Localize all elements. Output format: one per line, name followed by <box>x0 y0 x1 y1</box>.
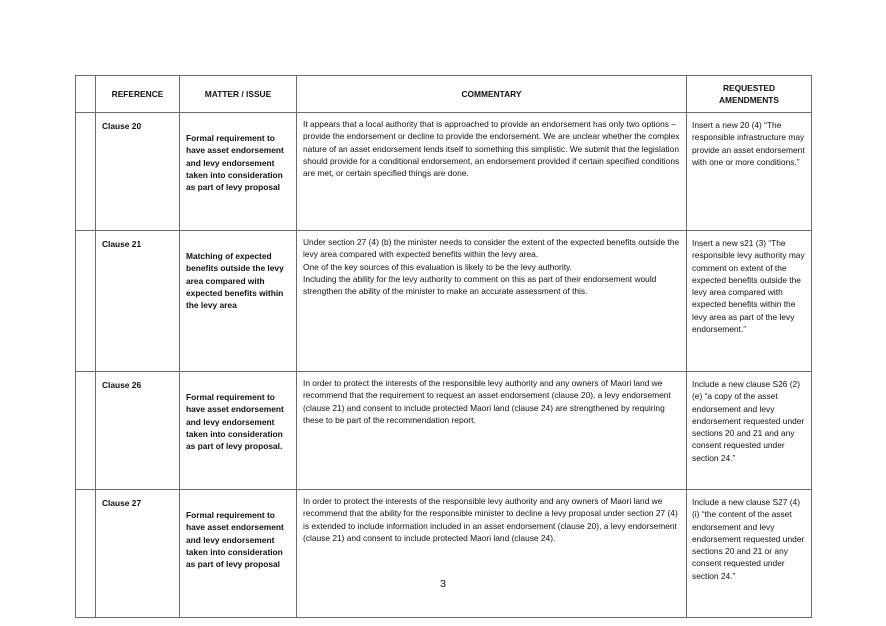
matter-cell: Matching of expected benefits outside the levy area compared with expected benefits within the levy area <box>180 231 297 372</box>
reference-cell: Clause 20 <box>96 113 180 231</box>
commentary-cell: In order to protect the interests of the responsible levy authority and any owners of Maori land we recommend that the ability for the responsible minister to decline a levy proposal under section 27 (4) is extended to include information included in an asset endorsement (clause 20), a levy endorsement (clause 21) and consent to include protected Maori land (clause 24). <box>297 490 687 618</box>
submission-table <box>75 75 812 618</box>
blank-cell <box>76 490 96 618</box>
table-row <box>76 490 812 618</box>
page-number: 3 <box>440 578 446 590</box>
reference-cell: Clause 21 <box>96 231 180 372</box>
header-row <box>76 76 812 113</box>
matter-cell: Formal requirement to have asset endorsement and levy endorsement taken into consideration as part of levy proposal <box>180 113 297 231</box>
commentary-cell: In order to protect the interests of the responsible levy authority and any owners of Maori land we recommend that the requirement to request an asset endorsement (clause 20), a levy endorsement (clause 21) and consent to include protected Maori land (clause 24) are strengthened by requiring these to be part of the recommendation report. <box>297 372 687 490</box>
blank-cell <box>76 231 96 372</box>
table-row <box>76 231 812 372</box>
amendments-header: REQUESTED AMENDMENTS <box>687 76 812 113</box>
table-row <box>76 372 812 490</box>
table-row <box>76 113 812 231</box>
commentary-line: One of the key sources of this evaluation is likely to be the levy authority. <box>303 261 572 272</box>
blank-cell <box>76 113 96 231</box>
amendment-cell: Include a new clause S26 (2) (e) “a copy of the asset endorsement and levy endorsement requested under sections 20 and 21 and any consent requested under section 24.” <box>687 372 812 490</box>
amendment-cell: Insert a new s21 (3) “The responsible levy authority may comment on extent of the expected benefits outside the levy area compared with expected benefits within the levy area as part of the levy endorsement.” <box>687 231 812 372</box>
blank-header-cell <box>76 76 96 113</box>
matter-cell: Formal requirement to have asset endorsement and levy endorsement taken into consideration as part of levy proposal. <box>180 372 297 490</box>
amendment-cell: Insert a new 20 (4) “The responsible infrastructure may provide an asset endorsement with one or more conditions.” <box>687 113 812 231</box>
matter-cell: Formal requirement to have asset endorsement and levy endorsement taken into consideration as part of levy proposal <box>180 490 297 618</box>
commentary-cell: It appears that a local authority that is approached to provide an endorsement has only two options – provide the endorsement or decline to provide the endorsement. We are unclear whether the complex nature of an asset endorsement lends itself to something this simplistic. We submit that the legislation should provide for a conditional endorsement, an endorsement provided if certain specified conditions are met, or certain specified things are done. <box>297 113 687 231</box>
matter-header: MATTER / ISSUE <box>180 76 297 113</box>
commentary-header: COMMENTARY <box>297 76 687 113</box>
commentary-cell <box>297 231 687 372</box>
blank-cell <box>76 372 96 490</box>
reference-cell: Clause 26 <box>96 372 180 490</box>
reference-cell: Clause 27 <box>96 490 180 618</box>
amendment-cell: Include a new clause S27 (4) (i) “the content of the asset endorsement and levy endorsement requested under sections 20 and 21 or any consent requested under section 24.” <box>687 490 812 618</box>
reference-header: REFERENCE <box>96 76 180 113</box>
commentary-line: Including the ability for the levy authority to comment on this as part of their endorsement would strengthen the ability of the minister to make an accurate assessment of this. <box>303 273 657 297</box>
commentary-line: Under section 27 (4) (b) the minister needs to consider the extent of the expected benefits outside the levy area compared with expected benefits within the levy area. <box>303 237 680 260</box>
page-sheet <box>75 75 811 618</box>
